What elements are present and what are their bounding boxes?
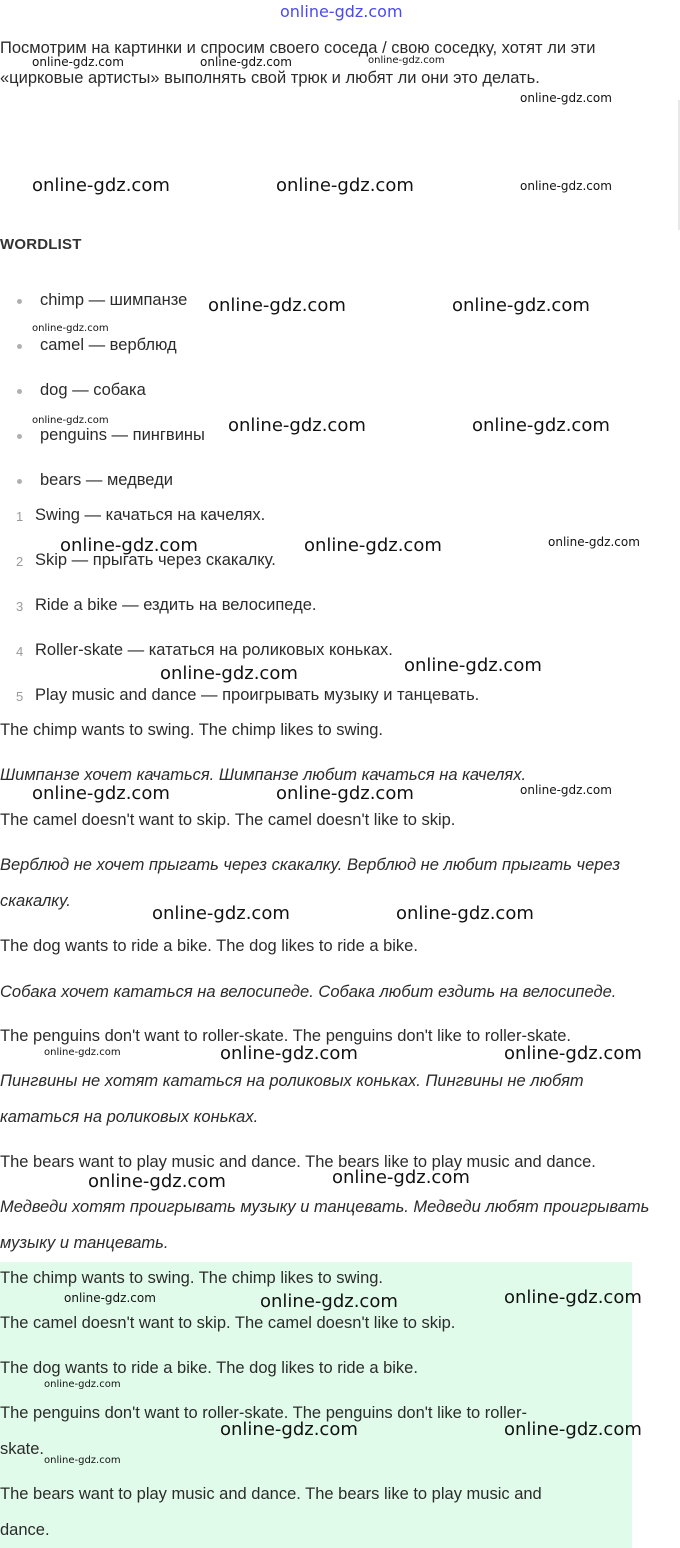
watermark: online-gdz.com — [520, 179, 612, 193]
bullet-dot — [17, 344, 22, 349]
watermark: online-gdz.com — [504, 1043, 642, 1064]
watermark: online-gdz.com — [60, 535, 198, 556]
watermark: online-gdz.com — [396, 903, 534, 924]
numbered-item: Swing — качаться на качелях. — [35, 506, 266, 524]
bullet-dot — [17, 389, 22, 394]
sentence-ru: кататься на роликовых коньках. — [0, 1108, 259, 1126]
watermark: online-gdz.com — [304, 535, 442, 556]
watermark: online-gdz.com — [332, 1167, 470, 1188]
numbered-item: Play music and dance — проигрывать музыку и танцевать. — [35, 686, 480, 704]
answer-line: The bears want to play music and dance. The bears like to play music and — [0, 1485, 542, 1503]
watermark: online-gdz.com — [404, 655, 542, 676]
watermark: online-gdz.com — [220, 1043, 358, 1064]
watermark: online-gdz.com — [160, 663, 298, 684]
list-number: 2 — [16, 554, 24, 569]
bullet-dot — [17, 299, 22, 304]
list-number: 1 — [16, 509, 24, 524]
watermark: online-gdz.com — [276, 175, 414, 196]
sentence-en: The chimp wants to swing. The chimp likes to swing. — [0, 721, 384, 739]
wordlist-item: chimp — шимпанзе — [40, 291, 188, 309]
watermark: online-gdz.com — [32, 783, 170, 804]
numbered-item: Skip — прыгать через скакалку. — [35, 551, 276, 569]
header-watermark: online-gdz.com — [280, 2, 403, 21]
watermark: online-gdz.com — [504, 1419, 642, 1440]
watermark: online-gdz.com — [472, 415, 610, 436]
sentence-ru: музыку и танцевать. — [0, 1234, 169, 1252]
answer-line: The chimp wants to swing. The chimp likes to swing. — [0, 1269, 384, 1287]
sentence-en: The camel doesn't want to skip. The camel doesn't like to skip. — [0, 811, 456, 829]
wordlist-item: bears — медведи — [40, 471, 173, 489]
watermark: online-gdz.com — [32, 323, 109, 334]
watermark: online-gdz.com — [260, 1291, 398, 1312]
watermark: online-gdz.com — [32, 55, 124, 69]
answer-line: dance. — [0, 1521, 50, 1539]
answer-line: The dog wants to ride a bike. The dog likes to ride a bike. — [0, 1359, 418, 1377]
list-number: 3 — [16, 599, 24, 614]
watermark: online-gdz.com — [368, 55, 445, 66]
watermark: online-gdz.com — [548, 535, 640, 549]
watermark: online-gdz.com — [520, 783, 612, 797]
watermark: online-gdz.com — [44, 1047, 121, 1058]
sentence-ru: Верблюд не хочет прыгать через скакалку. Верблюд не любит прыгать через — [0, 856, 621, 874]
watermark: online-gdz.com — [88, 1171, 226, 1192]
watermark: online-gdz.com — [64, 1291, 156, 1305]
watermark: online-gdz.com — [452, 295, 590, 316]
numbered-item: Roller-skate — кататься на роликовых коньках. — [35, 641, 393, 659]
wordlist-item: camel — верблюд — [40, 336, 177, 354]
watermark: online-gdz.com — [208, 295, 346, 316]
sentence-en: The penguins don't want to roller-skate. The penguins don't like to roller-skate. — [0, 1027, 571, 1045]
answer-line: skate. — [0, 1440, 45, 1458]
sentence-en: The bears want to play music and dance. The bears like to play music and dance. — [0, 1153, 596, 1171]
list-number: 4 — [16, 644, 24, 659]
sentence-ru: Собака хочет кататься на велосипеде. Собака любит ездить на велосипеде. — [0, 983, 617, 1001]
sentence-ru: Пингвины не хотят кататься на роликовых коньках. Пингвины не любят — [0, 1072, 584, 1090]
wordlist-item: dog — собака — [40, 381, 146, 399]
intro-paragraph: Посмотрим на картинки и спросим своего соседа / свою соседку, хотят ли эти «цирковые артисты» выполнять свой трюк и любят ли они это делать. — [0, 39, 596, 87]
sentence-ru: Медведи хотят проигрывать музыку и танцевать. Медведи любят проигрывать — [0, 1198, 650, 1216]
watermark: online-gdz.com — [220, 1419, 358, 1440]
watermark: online-gdz.com — [32, 175, 170, 196]
wordlist-item: penguins — пингвины — [40, 426, 205, 444]
watermark: online-gdz.com — [504, 1287, 642, 1308]
watermark: online-gdz.com — [228, 415, 366, 436]
watermark: online-gdz.com — [44, 1379, 121, 1390]
sentence-ru: скакалку. — [0, 892, 71, 910]
answer-line: The camel doesn't want to skip. The camel doesn't like to skip. — [0, 1314, 456, 1332]
watermark: online-gdz.com — [152, 903, 290, 924]
watermark: online-gdz.com — [32, 415, 109, 426]
sentence-ru: Шимпанзе хочет качаться. Шимпанзе любит качаться на качелях. — [0, 766, 527, 784]
wordlist-heading: WORDLIST — [0, 236, 82, 253]
watermark: online-gdz.com — [200, 55, 292, 69]
watermark: online-gdz.com — [276, 783, 414, 804]
numbered-item: Ride a bike — ездить на велосипеде. — [35, 596, 317, 614]
answer-line: The penguins don't want to roller-skate. The penguins don't like to roller- — [0, 1404, 527, 1422]
watermark: online-gdz.com — [520, 91, 612, 105]
bullet-dot — [17, 479, 22, 484]
bullet-dot — [17, 434, 22, 439]
watermark: online-gdz.com — [44, 1455, 121, 1466]
list-number: 5 — [16, 689, 24, 704]
sentence-en: The dog wants to ride a bike. The dog likes to ride a bike. — [0, 937, 418, 955]
